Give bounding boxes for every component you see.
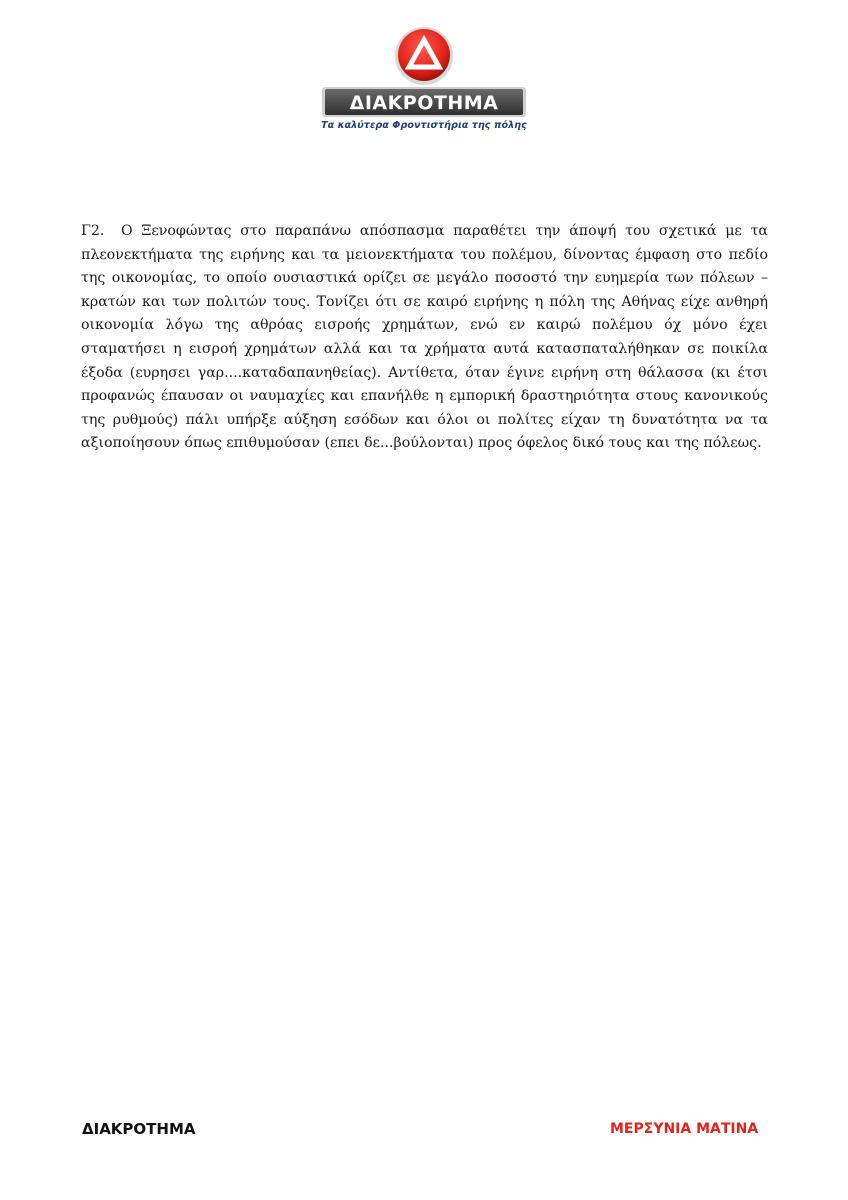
footer-brand: ΔΙΑΚΡΟΤΗΜΑ <box>82 1120 196 1138</box>
answer-text: Ο Ξενοφώντας στο παραπάνω απόσπασμα παραθέτει την άποψή του σχετικά με τα πλεονεκτήματα της ειρήνης και τα μειονεκτήματα του πολέμου, δίνοντας έμφαση στο πεδίο της οικονομίας, το οποίο ουσιαστικά ορίζει σε μεγάλο ποσοστό την ευημερία των πόλεων – κρατών και των πολιτών τους. Τονίζει ότι σε καιρό ειρήνης η πόλη της Αθήνας είχε ανθηρή οικονομία λόγω της αθρόας εισροής χρημάτων, ενώ εν καιρώ πολέμου όχ μόνο έχει σταματήσει η εισροή χρημάτων αλλά και τα χρήματα αυτά κατασπαταλήθηκαν σε ποικίλα έξοδα (ευρησει γαρ....καταδαπανηθείας). Αντίθετα, όταν έγινε ειρήνη στη θάλασσα (κι έτσι προφανώς έπαυσαν οι ναυμαχίες και επανήλθε η εμπορική δραστηριότητα στους κανονικούς της ρυθμούς) πάλι υπήρξε αύξηση εσόδων και όλοι οι πολίτες είχαν τη δυνατότητα να τα αξιοποίησουν όπως επιθυμούσαν (επει δε...βούλονται) προς όφελος δικό τους και της πόλεως. <box>81 223 768 452</box>
logo <box>318 18 530 148</box>
logo-emblem-icon <box>318 18 530 118</box>
question-label: Γ2. <box>81 223 105 239</box>
logo-tagline: Τα καλύτερα Φροντιστήρια της πόλης <box>321 120 527 131</box>
logo-text: ΔΙΑΚΡΟΤΗΜΑ <box>349 92 499 114</box>
answer-section <box>81 220 768 456</box>
answer-paragraph <box>81 220 768 456</box>
footer-author: ΜΕΡΣΥΝΙΑ ΜΑΤΙΝΑ <box>610 1121 759 1137</box>
